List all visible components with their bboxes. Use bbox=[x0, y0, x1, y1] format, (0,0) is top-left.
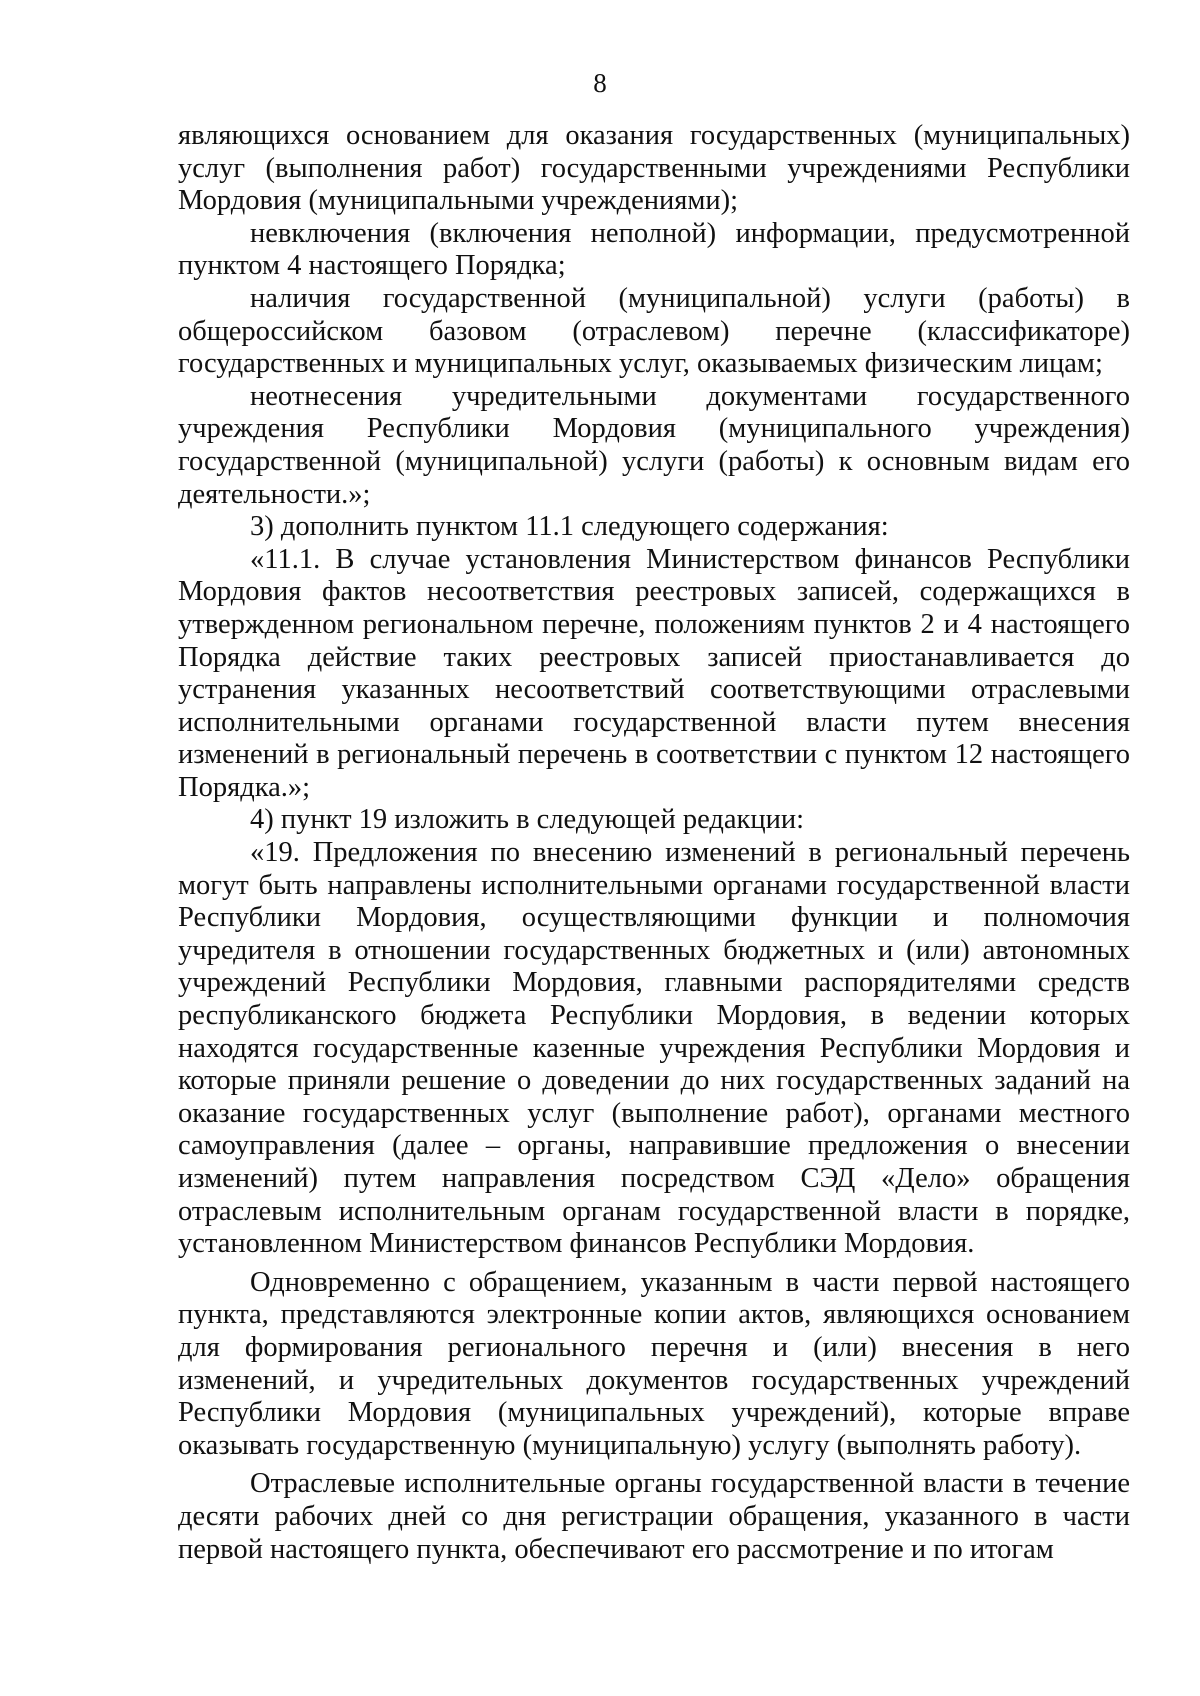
paragraph-review-period: Отраслевые исполнительные органы государственной власти в течение десяти рабочих дней со дня регистрации обращения, указанного в части первой настоящего пункта, обеспечивают его рассмотрение и по итогам bbox=[178, 1468, 1130, 1565]
page-number: 8 bbox=[593, 68, 607, 98]
paragraph-item-3: 3) дополнить пунктом 11.1 следующего содержания: bbox=[250, 511, 889, 543]
paragraph-not-main-activity: неотнесения учредительными документами государственного учреждения Республики Мордовия (муниципального учреждения) государственной (муниципальной) услуги (работы) к основным видам его деятельности.»; bbox=[178, 380, 1130, 510]
paragraph-item-4: 4) пункт 19 изложить в следующей редакции: bbox=[250, 804, 805, 836]
paragraph-clause-11-1: «11.1. В случае установления Министерством финансов Республики Мордовия фактов несоответствия реестровых записей, содержащихся в утвержденном региональном перечне, положениям пунктов 2 и 4 настоящего Порядка действие таких реестровых записей приостанавливается до устранения указанных несоответствий соответствующими отраслевыми исполнительными органами государственной власти путем внесения изменений в региональный перечень в соответствии с пунктом 12 настоящего Порядка.»; bbox=[178, 543, 1130, 803]
paragraph-electronic-copies: Одновременно с обращением, указанным в части первой настоящего пункта, представляются электронные копии актов, являющихся основанием для формирования регионального перечня и (или) внесения в него изменений, и учредительных документов государственных учреждений Республики Мордовия (муниципальных учреждений), которые вправе оказывать государственную (муниципальную) услугу (выполнять работу). bbox=[178, 1266, 1130, 1461]
paragraph-incomplete-info: невключения (включения неполной) информации, предусмотренной пунктом 4 настоящего Порядка; bbox=[178, 217, 1130, 282]
document-body bbox=[178, 120, 1130, 1566]
paragraph-continuation: являющихся основанием для оказания государственных (муниципальных) услуг (выполнения работ) государственными учреждениями Республики Мордовия (муниципальными учреждениями); bbox=[178, 120, 1130, 217]
paragraph-service-in-list: наличия государственной (муниципальной) услуги (работы) в общероссийском базовом (отраслевом) перечне (классификаторе) государственных и муниципальных услуг, оказываемых физическим лицам; bbox=[178, 282, 1130, 380]
paragraph-clause-19: «19. Предложения по внесению изменений в региональный перечень могут быть направлены исполнительными органами государственной власти Республики Мордовия, осуществляющими функции и полномочия учредителя в отношении государственных бюджетных и (или) автономных учреждений Республики Мордовия, главными распорядителями средств республиканского бюджета Республики Мордовия, в ведении которых находятся государственные казенные учреждения Республики Мордовия и которые приняли решение о доведении до них государственных заданий на оказание государственных услуг (выполнение работ), органами местного самоуправления (далее – органы, направившие предложения о внесении изменений) путем направления посредством СЭД «Дело» обращения отраслевым исполнительным органам государственной власти в порядке, установленном Министерством финансов Республики Мордовия. bbox=[178, 837, 1130, 1260]
